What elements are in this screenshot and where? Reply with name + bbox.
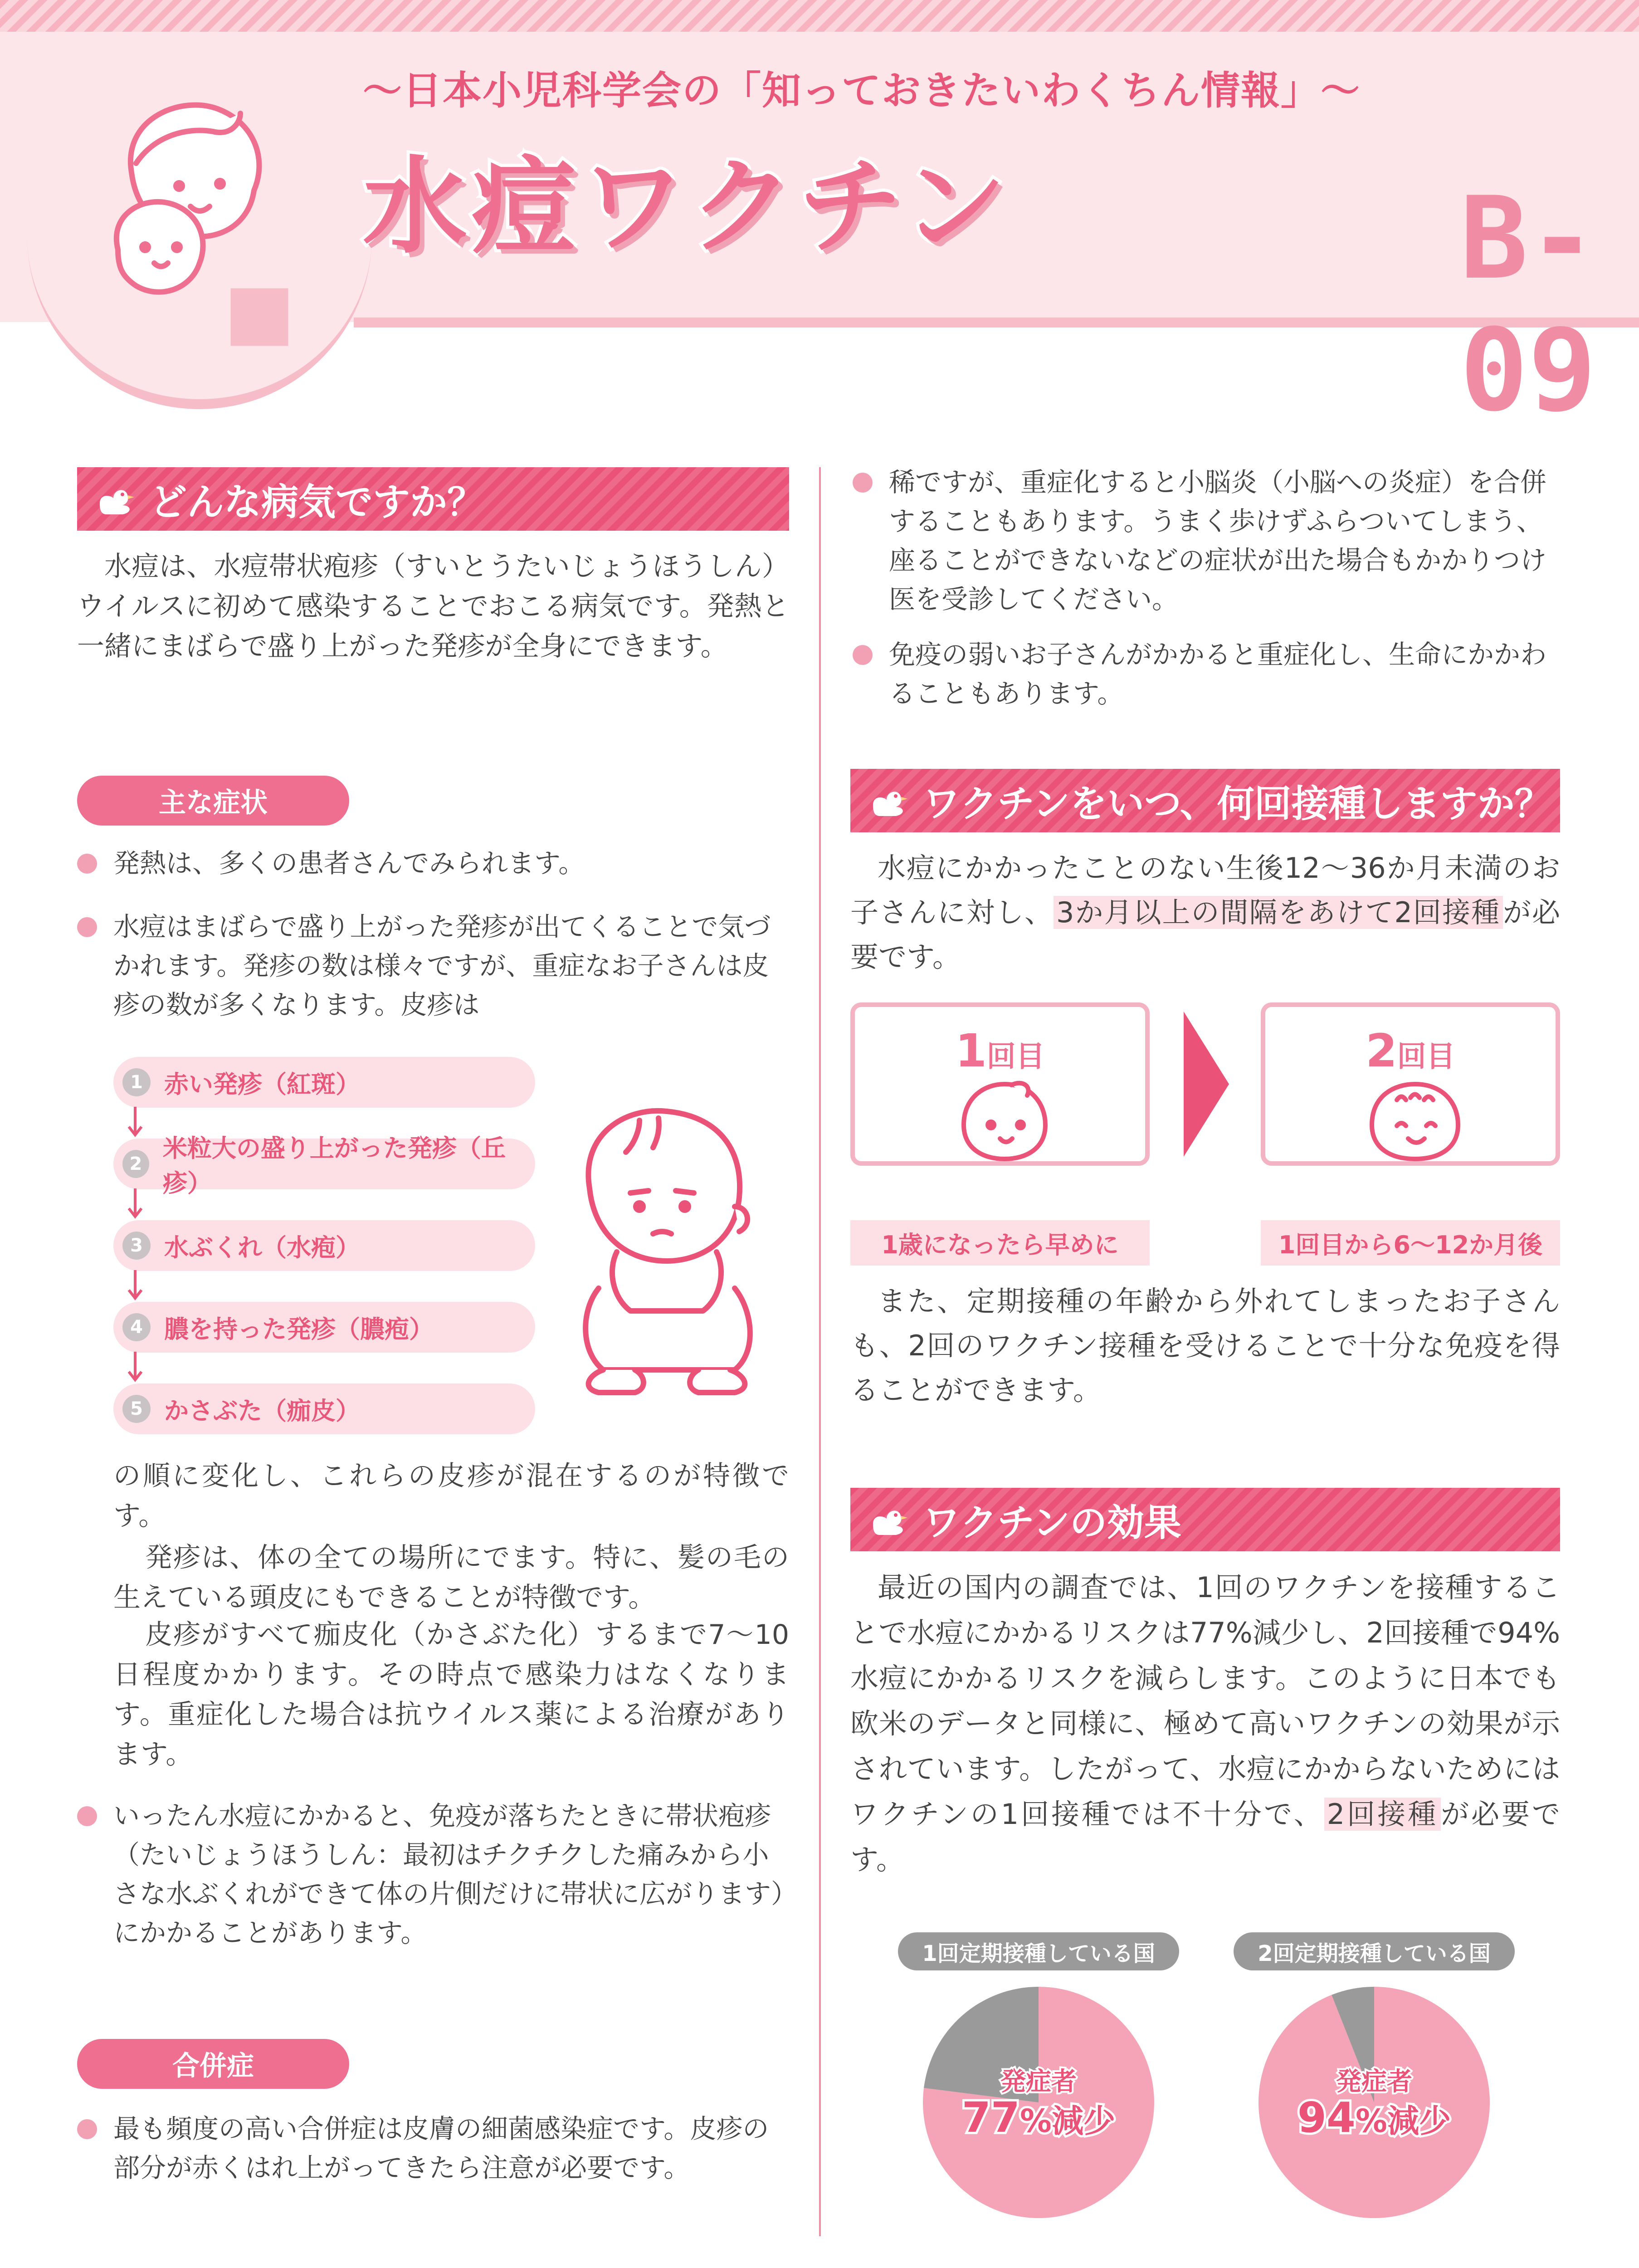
schedule-text-pre: 水痘にかかったことのない生後12〜36か月未満のお子さんに対し、 (850, 851, 1560, 929)
rash-stage (113, 1134, 535, 1198)
effect-text-post: が必要です。 (850, 1798, 1561, 1876)
dose-1-note: 1歳になったら早めに (850, 1220, 1150, 1266)
page-title: 水痘ワクチン (363, 147, 1011, 268)
rash-stage (113, 1057, 535, 1108)
rash-stage (113, 1302, 535, 1353)
stage-number: 2 (122, 1150, 149, 1178)
section-heading-disease (77, 467, 789, 531)
duck-icon (868, 1501, 909, 1538)
stage-summary: の順に変化し、これらの皮疹が混在するのが特徴です。 (113, 1460, 789, 1532)
pie-2-annotation (1261, 2093, 1488, 2142)
pie-1-annotation (925, 2093, 1152, 2142)
catchup-text: また、定期接種の年齢から外れてしまったお子さんも、2回のワクチン接種を受けることで十分な免疫を得ることができます。 (850, 1285, 1560, 1407)
mother-baby-icon (104, 86, 313, 313)
sitting-baby-icon (562, 1098, 771, 1397)
section-heading-schedule (850, 769, 1560, 832)
stage-label: 赤い発疹（紅斑） (164, 1070, 360, 1099)
disease-intro: 水痘は、水痘帯状疱疹（すいとうたいじょうほうしん）ウイルスに初めて感染することでおこる病気です。発熱と一緒にまばらで盛り上がった発疹が全身にできます。 (77, 551, 789, 662)
pie-1-value: 77 (961, 2093, 1020, 2142)
effect-text (850, 1565, 1560, 1882)
rash-stage (113, 1383, 535, 1434)
arrow-down-icon (126, 1107, 144, 1139)
stage-label: かさぶた（痂皮） (164, 1396, 360, 1425)
column-divider (819, 467, 821, 2236)
pie-1-unit: % (1019, 2102, 1052, 2140)
pie-2-title: 2回定期接種している国 (1234, 1932, 1515, 1970)
effect-text-pre: 最近の国内の調査では、1回のワクチンを接種することで水痘にかかるリスクは77%減少し、2回接種で94%水痘にかかるリスクを減らします。このように日本でも欧米のデータと同様に、極めて高いワクチンの効果が示されています。したがって、水痘にかからないためにはワクチンの1回接種では不十分で、 (850, 1571, 1560, 1831)
header-stripe (0, 0, 1639, 32)
baby-face-icon (948, 1075, 1061, 1166)
arrow-down-icon (126, 1270, 144, 1302)
dose-1-label (855, 1024, 1145, 1077)
symptom-rash: 水痘はまばらで盛り上がった発疹が出てくることで気づかれます。発疹の数は様々ですが、重症なお子さんは皮疹の数が多くなります。皮疹は (77, 907, 789, 1024)
section-heading-text: ワクチンの効果 (923, 1501, 1181, 1545)
stage-number: 1 (122, 1068, 151, 1096)
document-code: B-09 (1459, 172, 1596, 436)
symptoms-label: 主な症状 (77, 776, 349, 826)
dose-2-note: 1回目から6〜12か月後 (1261, 1220, 1560, 1266)
dose-2-box (1261, 1002, 1560, 1166)
shingles-info: いったん水痘にかかると、免疫が落ちたときに帯状疱疹（たいじょうほうしん：最初はチクチクした痛みから小さな水ぶくれができて体の片側だけに帯状に広がります）にかかることがあります。 (77, 1796, 789, 1952)
arrow-down-icon (126, 1188, 144, 1220)
dose-2-label (1265, 1024, 1556, 1077)
pie-2-value: 94 (1297, 2093, 1356, 2142)
pie-1-title: 1回定期接種している国 (898, 1932, 1179, 1970)
stage-number: 5 (122, 1395, 151, 1423)
complication-item: 最も頻度の高い合併症は皮膚の細菌感染症です。皮疹の部分が赤くはれ上がってきたら注意が必要です。 (77, 2109, 789, 2187)
stage-number: 3 (122, 1232, 151, 1260)
dose-2-unit: 回目 (1397, 1040, 1455, 1074)
duck-icon (868, 782, 909, 819)
section-heading-effect (850, 1488, 1560, 1551)
schedule-text (850, 846, 1560, 979)
stage-label: 米粒大の盛り上がった発疹（丘疹） (162, 1134, 506, 1198)
dose-1-unit: 回目 (986, 1040, 1045, 1074)
arrow-down-icon (126, 1352, 144, 1383)
section-heading-text: ワクチンをいつ、何回接種しますか？ (923, 782, 1552, 826)
pie-2-unit: % (1355, 2102, 1388, 2140)
schedule-highlight: 3か月以上の間隔をあけて2回接種 (1054, 896, 1503, 929)
dose-2-number: 2 (1366, 1024, 1397, 1077)
toddler-face-icon (1358, 1075, 1472, 1166)
stage-number: 4 (122, 1313, 151, 1341)
dose-1-number: 1 (955, 1024, 987, 1077)
pie-2-suffix: 減少 (1387, 2102, 1451, 2140)
complications-label: 合併症 (77, 2039, 349, 2089)
schedule-text-post: が必要です。 (850, 896, 1560, 973)
stage-label: 膿を持った発疹（膿疱） (164, 1315, 434, 1344)
rash-stage (113, 1220, 535, 1271)
pie-1-suffix: 減少 (1052, 2102, 1116, 2140)
effect-highlight: 2回接種 (1324, 1798, 1441, 1831)
header-subtitle: 〜日本小児科学会の「知っておきたいわくちん情報」〜 (363, 68, 1361, 113)
duck-icon (95, 481, 136, 517)
complication-item: 免疫の弱いお子さんがかかると重症化し、生命にかかわることもあります。 (853, 635, 1560, 713)
stage-label: 水ぶくれ（水疱） (164, 1233, 360, 1262)
pie-1-annotation-top: 発症者 (1000, 2067, 1077, 2097)
complication-item: 稀ですが、重症化すると小脳炎（小脳への炎症）を合併することもあります。うまく歩けずふらついてしまう、座ることができないなどの症状が出た場合もかかりつけ医を受診してください。 (853, 463, 1560, 619)
dose-1-box (850, 1002, 1150, 1166)
pie-2-annotation-top: 発症者 (1336, 2067, 1412, 2097)
crust-info: 皮疹がすべて痂皮化（かさぶた化）するまで7〜10日程度かかります。その時点で感染力はなくなります。重症化した場合は抗ウイルス薬による治療があります。 (113, 1619, 789, 1770)
symptom-fever: 発熱は、多くの患者さんでみられます。 (77, 844, 789, 883)
rash-location: 発疹は、体の全ての場所にでます。特に、髪の毛の生えている頭皮にもできることが特徴です。 (113, 1542, 789, 1613)
section-heading-text: どんな病気ですか？ (150, 480, 485, 524)
chevron-right-icon (1179, 1012, 1234, 1157)
